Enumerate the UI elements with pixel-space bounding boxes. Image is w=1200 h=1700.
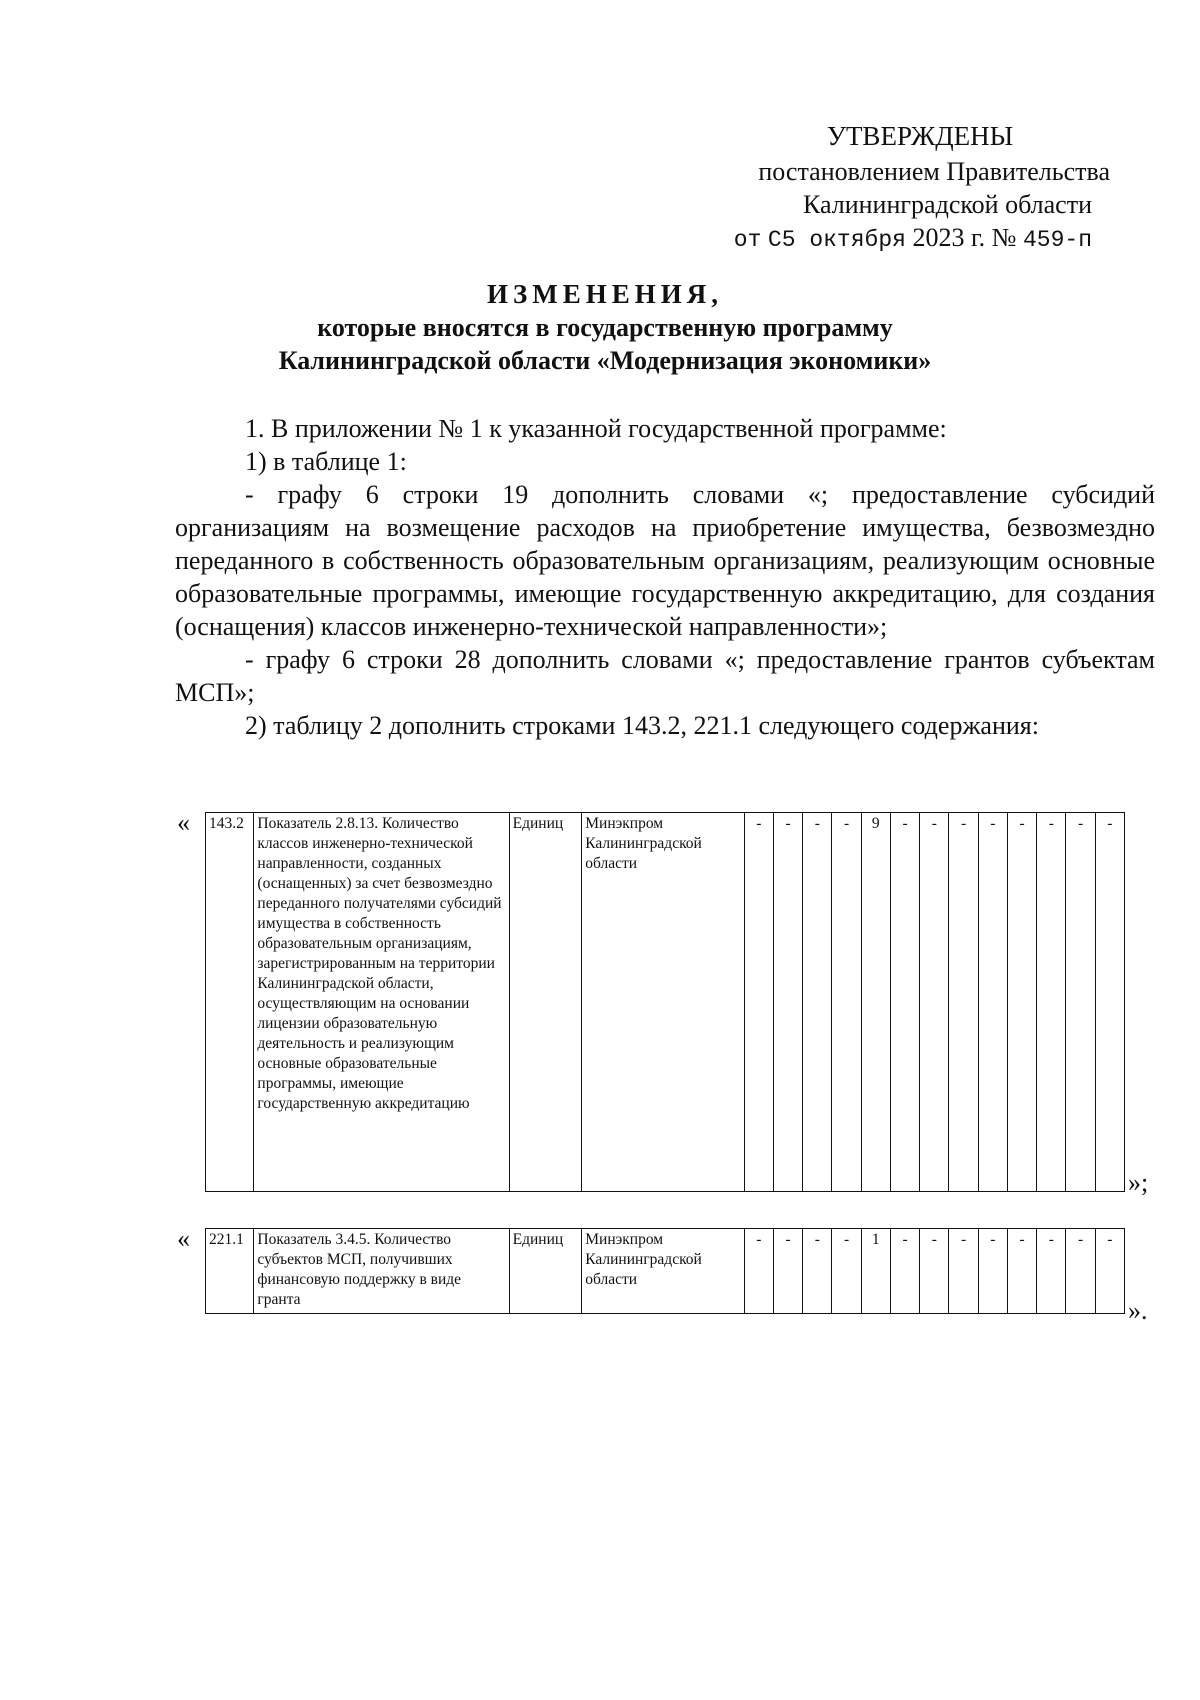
approval-date xyxy=(690,221,1110,257)
table-2-close-quote: ». xyxy=(1128,1296,1148,1325)
responsible-cell: Минэкпром Калининградской области xyxy=(582,1229,744,1314)
indicator-name: Показатель 3.4.5. Количество субъектов МСП, получивших финансовую поддержку в виде гранта xyxy=(254,1229,509,1314)
value-cell: - xyxy=(949,1229,978,1314)
value-cell: - xyxy=(773,813,802,1192)
document-header xyxy=(175,278,1035,377)
table-1-open-quote: « xyxy=(177,808,190,837)
value-cell: - xyxy=(978,813,1007,1192)
responsible-cell: Минэкпром Калининградской области xyxy=(582,813,744,1192)
value-cell: - xyxy=(744,813,773,1192)
paragraph-4: - графу 6 строки 28 дополнить словами «; предоставление грантов субъектам МСП»; xyxy=(175,645,1155,707)
paragraph-2: 1) в таблице 1: xyxy=(245,447,407,476)
approval-title: УТВЕРЖДЕНЫ xyxy=(826,121,1014,151)
table-1-close-quote: »; xyxy=(1128,1168,1149,1197)
value-cell: - xyxy=(1095,813,1124,1192)
unit-cell: Единиц xyxy=(509,813,582,1192)
value-cell: - xyxy=(978,1229,1007,1314)
table-2-open-quote: « xyxy=(177,1224,190,1253)
unit-cell: Единиц xyxy=(509,1229,582,1314)
value-cell: - xyxy=(803,813,832,1192)
paragraph-5: 2) таблицу 2 дополнить строками 143.2, 221.1 следующего содержания: xyxy=(245,711,1039,740)
approval-line-1: постановлением Правительства xyxy=(758,157,1110,186)
date-value: С5 октября xyxy=(767,227,906,253)
paragraph-3: - графу 6 строки 19 дополнить словами «; предоставление субсидий организациям на возмещение расходов на приобретение имущества, безвозмездно переданного в собственность образовательным организациям, реализующим основные образовательные программы, имеющие государственную аккредитацию, для создания (оснащения) классов инженерно-технической направленности»; xyxy=(175,480,1155,641)
paragraph-1: 1. В приложении № 1 к указанной государственной программе: xyxy=(245,414,947,443)
value-cell: - xyxy=(949,813,978,1192)
indicator-table-1 xyxy=(205,812,1125,1192)
document-subtitle-2: Калининградской области «Модернизация экономики» xyxy=(278,346,932,375)
value-cell: - xyxy=(744,1229,773,1314)
decree-number: 459-п xyxy=(1022,227,1092,253)
value-cell: - xyxy=(1037,1229,1066,1314)
value-cell: 1 xyxy=(861,1229,890,1314)
value-cell: - xyxy=(1007,813,1036,1192)
table-row xyxy=(206,1229,1125,1314)
date-year: 2023 г. № xyxy=(912,223,1017,252)
value-cell: - xyxy=(920,813,949,1192)
approval-stamp xyxy=(690,120,1110,257)
value-cell: - xyxy=(1066,813,1095,1192)
row-number: 221.1 xyxy=(206,1229,254,1314)
document-body xyxy=(175,412,1155,742)
value-cell: - xyxy=(1066,1229,1095,1314)
approval-line-2: Калининградской области xyxy=(802,190,1092,219)
value-cell: - xyxy=(920,1229,949,1314)
value-cell: - xyxy=(1037,813,1066,1192)
indicator-table-2 xyxy=(205,1228,1125,1314)
value-cell: - xyxy=(890,813,919,1192)
document-subtitle-1: которые вносятся в государственную программу xyxy=(317,313,893,342)
indicator-name: Показатель 2.8.13. Количество классов инженерно-технической направленности, созданных (оснащенных) за счет безвозмездно переданного получателями субсидий имущества в собственность образовательным организациям, зарегистрированным на территории Калининградской области, осуществляющим на основании лицензии образовательную деятельность и реализующим основные образовательные программы, имеющие государственную аккредитацию xyxy=(254,813,509,1192)
row-number: 143.2 xyxy=(206,813,254,1192)
value-cell: 9 xyxy=(861,813,890,1192)
value-cell: - xyxy=(1095,1229,1124,1314)
value-cell: - xyxy=(890,1229,919,1314)
value-cell: - xyxy=(1007,1229,1036,1314)
value-cell: - xyxy=(773,1229,802,1314)
document-title: ИЗМЕНЕНИЯ, xyxy=(486,279,723,309)
value-cell: - xyxy=(832,1229,861,1314)
value-cell: - xyxy=(803,1229,832,1314)
table-row xyxy=(206,813,1125,1192)
value-cell: - xyxy=(832,813,861,1192)
date-prefix: от xyxy=(733,227,762,253)
